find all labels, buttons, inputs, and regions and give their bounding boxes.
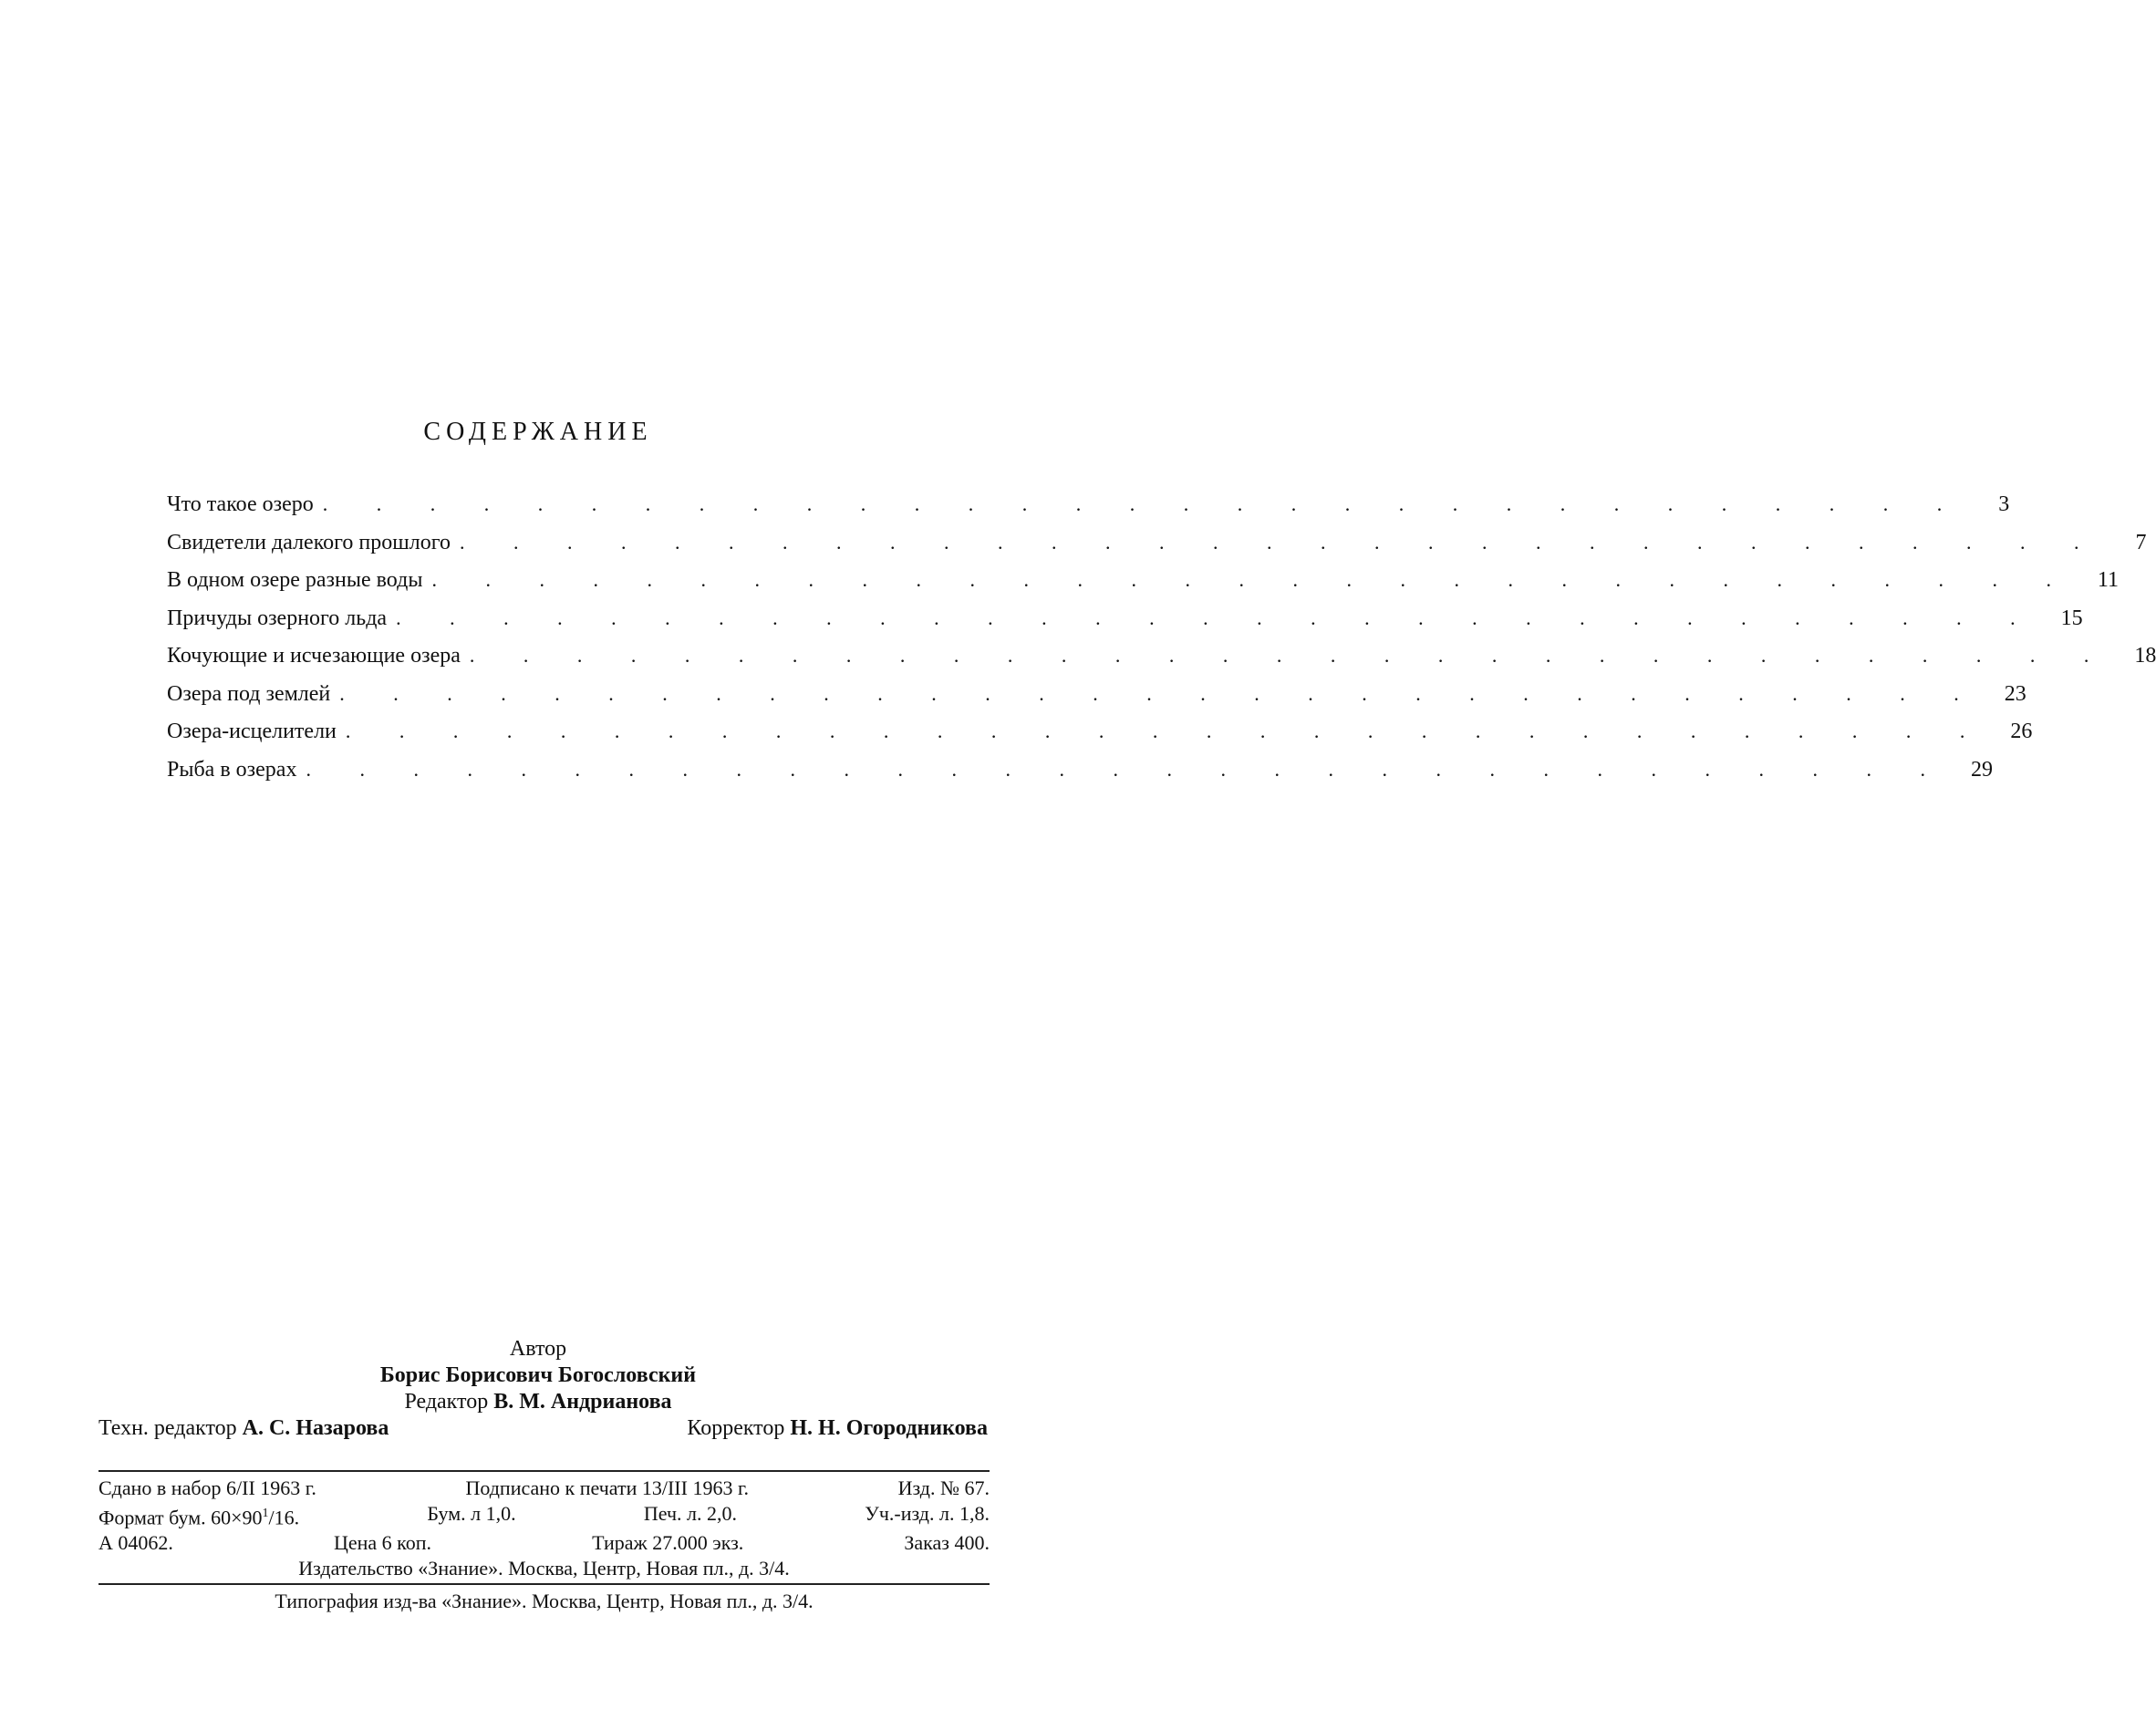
toc-entry-title: Что такое озеро — [167, 492, 314, 516]
toc-entry-title: Причуды озерного льда — [167, 606, 388, 630]
page-title: СОДЕРЖАНИЕ — [423, 418, 653, 446]
toc-entry — [167, 757, 1993, 796]
order-number: Заказ 400. — [904, 1531, 990, 1555]
printer-line: Типография изд-ва «Знание». Москва, Центр, Новая пл., д. 3/4. — [275, 1590, 814, 1612]
toc-entry — [167, 606, 2083, 645]
editor-label: Редактор — [404, 1390, 489, 1414]
toc-entry-page: 15 — [2060, 606, 2083, 630]
print-run: Тираж 27.000 экз. — [592, 1531, 744, 1555]
toc-entry-title: Кочующие и исчезающие озера — [167, 644, 461, 668]
imprint-row — [98, 1501, 990, 1530]
code: А 04062. — [98, 1531, 173, 1555]
toc-entry-page: 26 — [2010, 720, 2033, 743]
toc-leader-dots: . . . . . . . . . . . . . . . . . . . . . . . . . . . . . . . — [431, 568, 2073, 591]
author-label: Автор — [509, 1337, 567, 1361]
credits-block — [0, 1336, 1076, 1415]
tech-editor-name: А. С. Назарова — [242, 1416, 389, 1440]
divider-bottom — [98, 1583, 990, 1585]
toc-entry-title: Озера под землей — [167, 681, 331, 706]
imprint-row — [98, 1530, 990, 1556]
divider-top — [98, 1470, 990, 1472]
publisher-line: Издательство «Знание». Москва, Центр, Новая пл., д. 3/4. — [298, 1557, 790, 1580]
table-of-contents — [167, 492, 2156, 795]
tech-editor-label: Техн. редактор — [98, 1416, 237, 1440]
toc-leader-dots: . . . . . . . . . . . . . . . . . . . . . . . . . . . . . . . — [339, 681, 1981, 705]
paper-format: Формат бум. $60\times 90^1/16$. — [98, 1506, 300, 1529]
sent-to-typeset: Сдано в набор 6/II 1963 г. — [98, 1476, 316, 1499]
imprint-row — [98, 1476, 990, 1501]
toc-entry — [167, 492, 2010, 531]
toc-leader-dots: . . . . . . . . . . . . . . . . . . . . . . . . . . . . . . . — [345, 720, 1987, 742]
author-name: Борис Борисович Богословский — [379, 1363, 697, 1387]
price: Цена 6 коп. — [333, 1531, 432, 1555]
toc-entry — [167, 568, 2119, 606]
editor-line — [0, 1389, 1076, 1415]
toc-entry — [167, 644, 2156, 682]
print-sheets: Печ. л. 2,0. — [643, 1502, 738, 1525]
toc-entry-page: 7 — [2135, 530, 2147, 554]
toc-leader-dots: . . . . . . . . . . . . . . . . . . . . . . . . . . . . . . . — [459, 530, 2101, 554]
proofreader-line — [687, 1416, 988, 1441]
proofreader-label: Корректор — [687, 1416, 785, 1440]
toc-leader-dots: . . . . . . . . . . . . . . . . . . . . . . . . . . . . . . . — [322, 492, 1964, 515]
toc-entry-page: 29 — [1970, 757, 1993, 782]
toc-entry-page: 3 — [1998, 492, 2010, 516]
toc-entry-title: Рыба в озерах — [167, 757, 297, 782]
toc-entry-page: 18 — [2134, 644, 2156, 668]
proofreader-name: Н. Н. Огородникова — [790, 1416, 988, 1440]
toc-entry-page: 11 — [2097, 568, 2119, 592]
toc-entry — [167, 530, 2147, 569]
publisher-number: Изд. № 67. — [897, 1476, 990, 1499]
toc-entry-title: Свидетели далекого прошлого — [167, 530, 451, 554]
toc-entry — [167, 720, 2033, 758]
toc-entry-title: В одном озере разные воды — [167, 568, 423, 592]
toc-entry-title: Озера-исцелители — [167, 720, 337, 743]
toc-leader-dots: . . . . . . . . . . . . . . . . . . . . . . . . . . . . . . . — [396, 606, 2037, 629]
publisher-sheets: Уч.-изд. л. 1,8. — [865, 1502, 990, 1525]
toc-leader-dots: . . . . . . . . . . . . . . . . . . . . . . . . . . . . . . . — [469, 644, 2111, 667]
editor-name: В. М. Андрианова — [493, 1390, 672, 1414]
toc-leader-dots: . . . . . . . . . . . . . . . . . . . . . . . . . . . . . . . — [306, 757, 1947, 781]
tech-credits-row — [98, 1416, 988, 1441]
toc-entry-page: 23 — [2004, 681, 2026, 706]
signed-to-print: Подписано к печати 13/III 1963 г. — [465, 1476, 749, 1499]
paper-sheets: Бум. л 1,0. — [427, 1502, 516, 1525]
tech-editor-line — [98, 1416, 389, 1441]
toc-entry — [167, 681, 2026, 720]
imprint-block — [98, 1476, 990, 1581]
